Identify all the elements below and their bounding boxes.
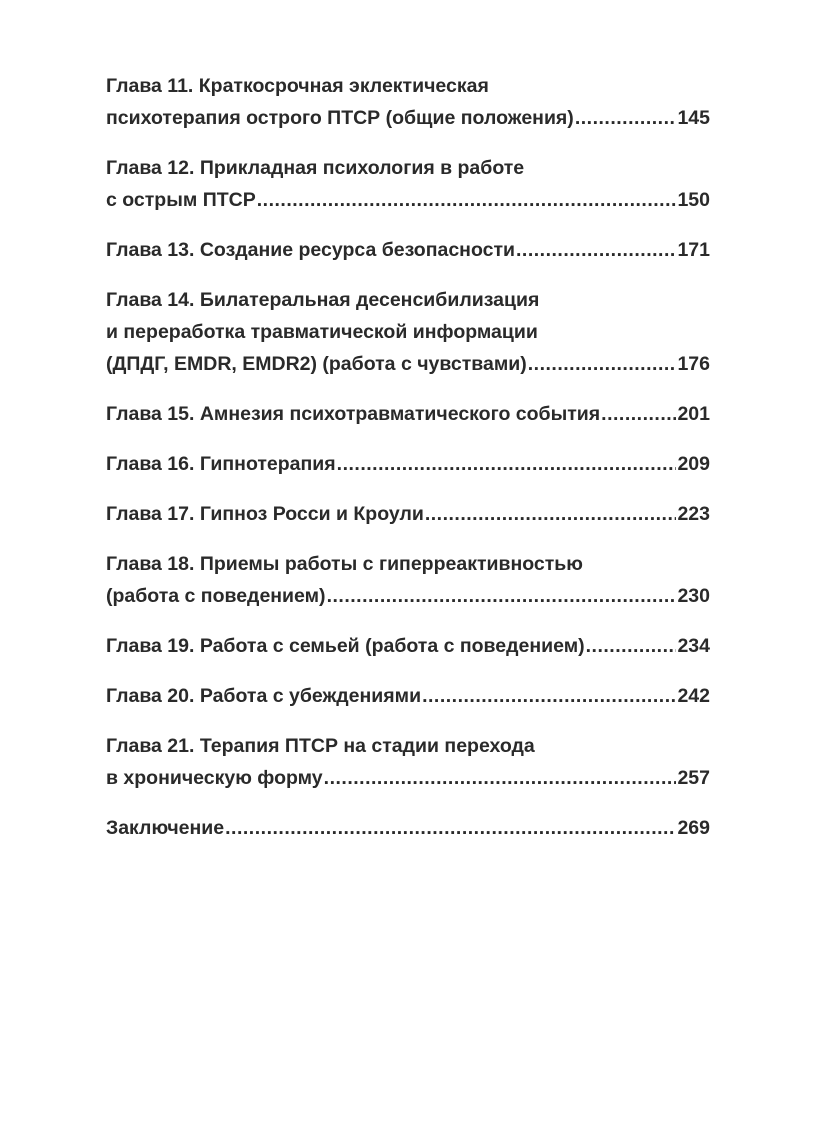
toc-entry-title-line: Заключение	[106, 817, 225, 839]
toc-page-number: 150	[677, 189, 710, 211]
dot-leader	[425, 498, 677, 530]
toc-entry-chapter-20[interactable]	[106, 680, 710, 712]
toc-entry-title-line: Глава 14. Билатеральная десенсибилизация	[106, 289, 540, 311]
toc-page-number: 242	[677, 685, 710, 707]
toc-entry-chapter-15[interactable]	[106, 398, 710, 430]
dot-leader	[327, 580, 677, 612]
toc-page-number: 230	[677, 585, 710, 607]
toc-page-number: 171	[677, 239, 710, 261]
toc-entry-conclusion[interactable]	[106, 812, 710, 844]
toc-page-number: 269	[677, 817, 710, 839]
dot-leader	[422, 680, 676, 712]
toc-entry-title-line: (ДПДГ, EMDR, EMDR2) (работа с чувствами)	[106, 353, 527, 375]
dot-leader	[225, 812, 676, 844]
toc-entry-title-line: Глава 18. Приемы работы с гиперреактивностью	[106, 553, 583, 575]
toc-entry-title-line: Глава 21. Терапия ПТСР на стадии перехода	[106, 735, 535, 757]
toc-entry-title-line: и переработка травматической информации	[106, 321, 538, 343]
toc-entry-title-line: с острым ПТСР	[106, 189, 256, 211]
toc-page-number: 234	[677, 635, 710, 657]
toc-entry-chapter-21[interactable]	[106, 730, 710, 794]
dot-leader	[516, 234, 676, 266]
toc-entry-title-line: Глава 12. Прикладная психология в работе	[106, 157, 525, 179]
toc-entry-title-line: Глава 17. Гипноз Росси и Кроули	[106, 503, 424, 525]
dot-leader	[601, 398, 676, 430]
toc-entry-chapter-18[interactable]	[106, 548, 710, 612]
toc-page-number: 145	[677, 107, 710, 129]
toc-entry-chapter-14[interactable]	[106, 284, 710, 380]
dot-leader	[257, 184, 677, 216]
toc-entry-title-line: (работа с поведением)	[106, 585, 326, 607]
toc-entry-title-line: Глава 19. Работа с семьей (работа с поведением)	[106, 635, 585, 657]
toc-entry-chapter-11[interactable]	[106, 70, 710, 134]
toc-entry-chapter-19[interactable]	[106, 630, 710, 662]
dot-leader	[528, 348, 677, 380]
toc-entry-title-line: психотерапия острого ПТСР (общие положения)	[106, 107, 574, 129]
table-of-contents	[106, 70, 710, 862]
toc-entry-title-line: Глава 15. Амнезия психотравматического события	[106, 403, 601, 425]
toc-page-number: 257	[677, 767, 710, 789]
dot-leader	[575, 102, 677, 134]
toc-entry-title-line: Глава 20. Работа с убеждениями	[106, 685, 422, 707]
toc-entry-title-line: Глава 11. Краткосрочная эклектическая	[106, 75, 489, 97]
dot-leader	[324, 762, 677, 794]
toc-entry-title-line: в хроническую форму	[106, 767, 323, 789]
toc-entry-chapter-12[interactable]	[106, 152, 710, 216]
toc-entry-title-line: Глава 16. Гипнотерапия	[106, 453, 336, 475]
dot-leader	[586, 630, 677, 662]
toc-entry-chapter-17[interactable]	[106, 498, 710, 530]
toc-page-number: 223	[677, 503, 710, 525]
toc-page-number: 209	[677, 453, 710, 475]
dot-leader	[337, 448, 677, 480]
toc-entry-chapter-16[interactable]	[106, 448, 710, 480]
toc-entry-chapter-13[interactable]	[106, 234, 710, 266]
toc-page-number: 201	[677, 403, 710, 425]
toc-page-number: 176	[677, 353, 710, 375]
toc-entry-title-line: Глава 13. Создание ресурса безопасности	[106, 239, 515, 261]
